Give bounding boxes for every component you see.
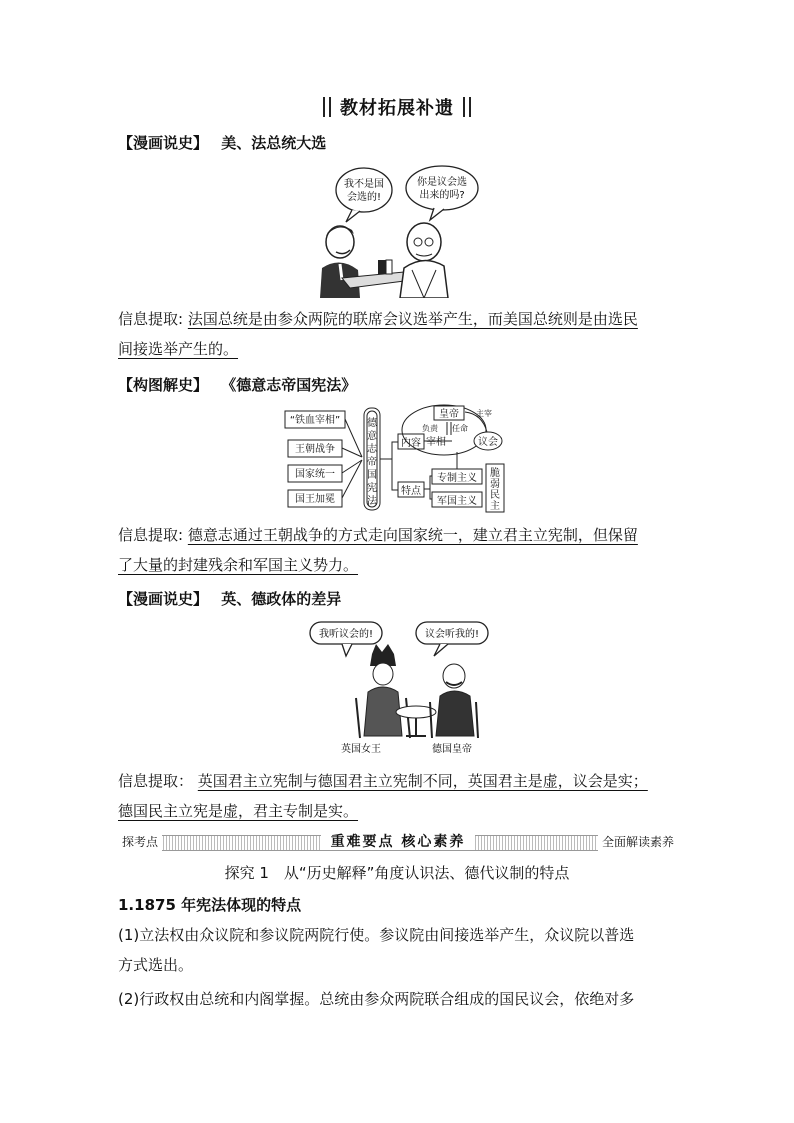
key-points-banner xyxy=(118,832,678,852)
diagram-autocracy: 专制主义 xyxy=(437,473,477,484)
block1-label: 【漫画说史】 xyxy=(118,134,209,152)
block2-info xyxy=(118,520,678,580)
bubble-right-line2: 出来的吗? xyxy=(419,190,465,201)
block2-info-line2: 了大量的封建残余和军国主义势力。 xyxy=(118,556,359,574)
diagram-center-char-2: 意 xyxy=(367,431,377,442)
explore-title: 探究 1 从“历史解释”角度认识法、德代议制的特点 xyxy=(224,864,570,882)
diagram-fragile-2: 弱 xyxy=(490,479,500,490)
banner-middle: 重难要点 核心素养 xyxy=(321,834,476,850)
diagram-center-char-1: 德 xyxy=(367,418,377,429)
cartoon-uk-germany xyxy=(306,618,492,756)
diagram-center-char-7: 法 xyxy=(367,496,377,507)
caption-de: 德国皇帝 xyxy=(432,744,472,755)
diagram-control: 主宰 xyxy=(476,409,492,418)
diagram-left-item-3: 国家统一 xyxy=(295,469,335,480)
diagram-center-char-4: 帝 xyxy=(367,457,377,468)
block3-info-line2: 德国民主立宪是虚，君主专制是实。 xyxy=(118,802,359,820)
block1-info-label: 信息提取: xyxy=(118,310,184,328)
diagram-resp: 负责 xyxy=(422,424,438,433)
block1-info xyxy=(118,304,678,364)
block1-heading xyxy=(118,132,326,153)
diagram-left-item-2: 王朝战争 xyxy=(295,444,335,455)
point1-item1-line2: 方式选出。 xyxy=(118,956,194,974)
diagram-chancellor: 宰相 xyxy=(426,437,446,448)
diagram-left-item-1: “铁血宰相” xyxy=(289,415,341,426)
caption-uk: 英国女王 xyxy=(341,744,381,755)
diagram-center-char-3: 志 xyxy=(367,444,377,455)
block1-info-line2: 间接选举产生的。 xyxy=(118,340,239,358)
block3-info-label: 信息提取： xyxy=(118,772,194,790)
block2-title: 《德意志帝国宪法》 xyxy=(221,376,357,394)
diagram-content: 内容 xyxy=(401,438,421,449)
bubble-right-line1: 你是议会选 xyxy=(417,177,467,188)
point1-item2 xyxy=(118,984,678,1014)
bubble-de: 议会听我的! xyxy=(424,629,480,640)
block3-heading xyxy=(118,588,341,609)
section-title xyxy=(0,94,794,120)
diagram-fragile-4: 主 xyxy=(490,501,500,512)
block3-info-line1: 英国君主立宪制与德国君主立宪制不同，英国君主是虚，议会是实； xyxy=(197,772,648,790)
block2-label: 【构图解史】 xyxy=(118,376,209,394)
diagram-center-char-6: 宪 xyxy=(367,483,377,494)
block1-info-line1: 法国总统是由参众两院的联席会议选举产生，而美国总统则是由选民 xyxy=(187,310,638,328)
diagram-left-item-4: 国王加冕 xyxy=(295,494,335,505)
diagram-fragile-3: 民 xyxy=(490,490,500,501)
point1-item1-line1: (1)立法权由众议院和参议院两院行使。参议院由间接选举产生，众议院以普选 xyxy=(118,926,635,944)
constitution-diagram xyxy=(282,402,514,514)
diagram-militarism: 军国主义 xyxy=(437,496,477,507)
diagram-parliament: 议会 xyxy=(478,437,498,448)
diagram-fragile-1: 脆 xyxy=(490,468,500,479)
point1-title: 1.1875 年宪法体现的特点 xyxy=(118,896,302,914)
block2-info-line1: 德意志通过王朝战争的方式走向国家统一，建立君主立宪制，但保留 xyxy=(187,526,638,544)
section-title-text: 教材拓展补遗 xyxy=(340,98,454,119)
bubble-left-line2: 会选的! xyxy=(346,192,382,203)
banner-left: 探考点 xyxy=(118,832,162,852)
bubble-left-line1: 我不是国 xyxy=(344,179,384,190)
block2-info-label: 信息提取: xyxy=(118,526,184,544)
diagram-center-char-5: 国 xyxy=(367,470,377,481)
diagram-appoint: 任命 xyxy=(452,424,468,433)
block3-info xyxy=(118,766,678,826)
point1-item1 xyxy=(118,920,678,980)
diagram-emperor: 皇帝 xyxy=(439,409,459,420)
block1-title: 美、法总统大选 xyxy=(221,134,327,152)
block2-heading xyxy=(118,374,356,395)
point1-item2-line1: (2)行政权由总统和内阁掌握。总统由参众两院联合组成的国民议会，依绝对多 xyxy=(118,990,635,1008)
banner-right: 全面解读素养 xyxy=(598,832,678,852)
block3-title: 英、德政体的差异 xyxy=(221,590,342,608)
cartoon-us-france-presidents xyxy=(312,160,487,298)
diagram-features: 特点 xyxy=(401,486,421,497)
bubble-uk: 我听议会的! xyxy=(318,629,374,640)
block3-label: 【漫画说史】 xyxy=(118,590,209,608)
